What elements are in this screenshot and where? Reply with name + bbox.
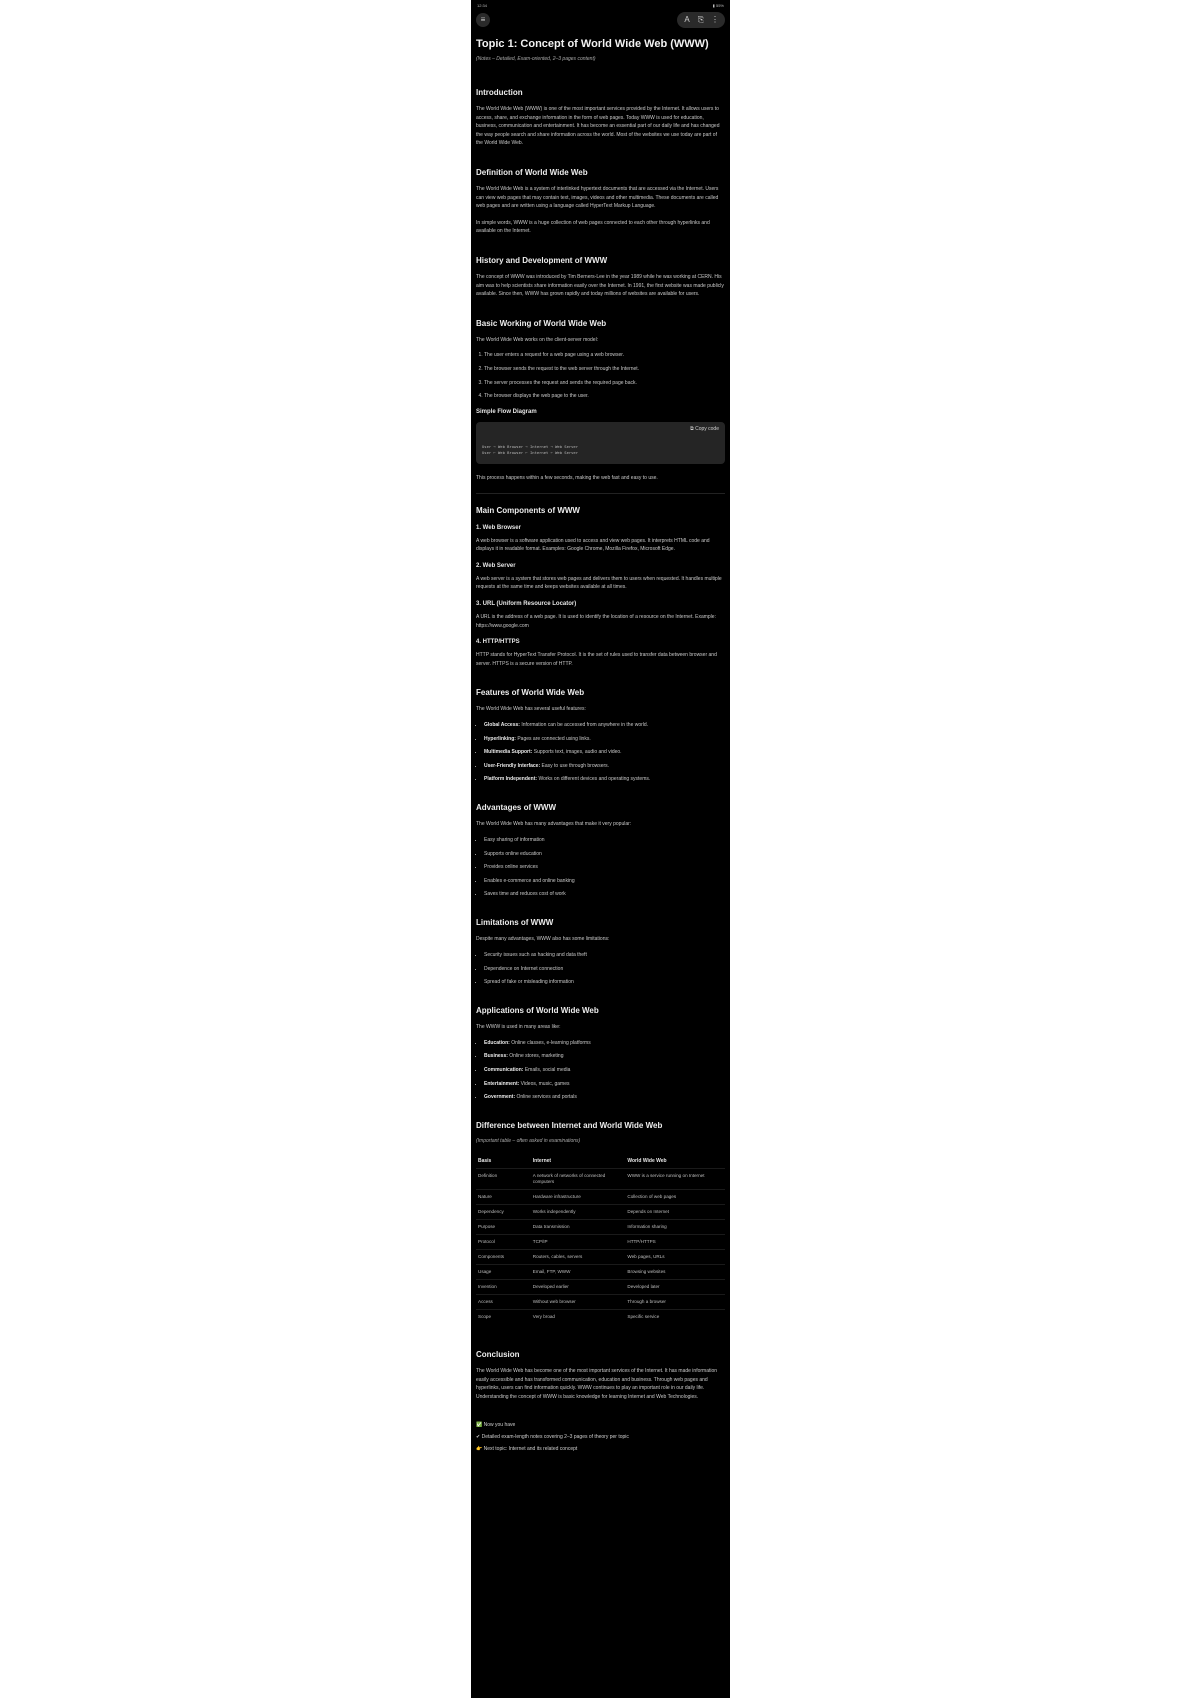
column-header: Internet <box>532 1158 552 1165</box>
limitations-intro: Despite many advantages, WWW also has some limitations: <box>476 936 610 943</box>
column-header: World Wide Web <box>627 1158 667 1165</box>
footer-line: ✅ Now you have <box>476 1421 516 1428</box>
working-after-text: This process happens within a few seconds, making the web fast and easy to use. <box>476 475 658 482</box>
table-row: Access Without web browser Through a browser <box>476 1295 725 1310</box>
component-text: HTTP stands for HyperText Transfer Protocol. It is the set of rules used to transfer data between browser and server. HTTPS is a secure version of HTTP. <box>476 652 717 667</box>
code-line: User → Web Browser → Internet → Web Server <box>482 444 579 450</box>
limitations-list <box>476 952 725 986</box>
list-item: • Enables e-commerce and online banking <box>484 878 725 885</box>
definition-text-2: In simple words, WWW is a huge collection of web pages connected to each other through hyperlinks and available on the Internet. <box>476 219 710 235</box>
limitations-section <box>476 918 725 986</box>
history-text: The concept of WWW was introduced by Tim Berners-Lee in the year 1989 while he was working at CERN. His aim was to help scientists share information easily over the Internet. In 1991, the first website was made publicly available. Since then, WWW has grown rapidly and today millions of websites are available for users. <box>476 273 724 298</box>
intro-section <box>476 88 725 148</box>
phone-screen <box>471 0 730 1698</box>
status-time: 12:34 <box>477 2 488 8</box>
working-section <box>476 319 725 483</box>
history-heading: History and Development of WWW <box>476 255 608 265</box>
code-line: User ← Web Browser ← Internet ← Web Server <box>482 450 579 456</box>
list-item: • Saves time and reduces cost of work <box>484 891 725 898</box>
table-row: Scope Very broad Specific service <box>476 1310 725 1325</box>
advantages-section <box>476 803 725 898</box>
definition-text-1: The World Wide Web is a system of interlinked hypertext documents that are accessed via the Internet. Users can view web pages that may contain text, images, videos and other multimedia. These documents are called web pages and are written using a language called HyperText Markup Language. <box>476 185 719 210</box>
difference-table <box>476 1154 725 1324</box>
list-item: • Communication: Emails, social media <box>484 1067 725 1074</box>
footer-line: 👉 Next topic: Internet and its related concept <box>476 1445 578 1452</box>
conclusion-heading: Conclusion <box>476 1350 520 1360</box>
components-section <box>476 506 725 669</box>
table-row: Dependency Works independently Depends on Internet <box>476 1205 725 1220</box>
intro-text: The World Wide Web (WWW) is one of the most important services provided by the Internet. It allows users to access, share, and exchange information in the form of web pages. Today WWW is used for education, business, communication and entertainment. It has become an essential part of our daily life and has changed the way people search and share information across the world. Most of the websites we use today are part of the World Wide Web. <box>476 106 720 147</box>
list-item: • Government: Online services and portals <box>484 1094 725 1101</box>
components-heading: Main Components of WWW <box>476 505 580 515</box>
component-title: 2. Web Server <box>476 562 516 569</box>
difference-section <box>476 1121 725 1324</box>
font-size-icon[interactable]: A <box>684 15 690 24</box>
advantages-intro: The World Wide Web has many advantages that make it very popular: <box>476 821 632 828</box>
component-title: 1. Web Browser <box>476 524 521 531</box>
advantages-heading: Advantages of WWW <box>476 803 556 813</box>
status-bar <box>471 0 730 10</box>
list-item: • Supports online education <box>484 851 725 858</box>
difference-heading: Difference between Internet and World Wide Web <box>476 1121 663 1131</box>
table-row: Purpose Data transmission Information sharing <box>476 1220 725 1235</box>
code-header <box>482 426 719 432</box>
features-section <box>476 688 725 783</box>
list-item: • Multimedia Support: Supports text, images, audio and video. <box>484 749 725 756</box>
working-step: 2. The browser sends the request to the web server through the Internet. <box>484 366 725 373</box>
history-section <box>476 256 725 299</box>
table-header-row <box>476 1154 725 1169</box>
article-content <box>471 30 730 1453</box>
applications-list <box>476 1040 725 1101</box>
working-step: 4. The browser displays the web page to the user. <box>484 393 725 400</box>
menu-icon[interactable]: ≡ <box>476 13 490 27</box>
component-text: A web browser is a software application used to access and view web pages. It interprets HTML code and displays it in readable format. Examples: Google Chrome, Mozilla Firefox, Microsoft Edge. <box>476 537 710 553</box>
applications-heading: Applications of World Wide Web <box>476 1006 599 1016</box>
list-item: • Easy sharing of information <box>484 837 725 844</box>
list-item: • Provides online services <box>484 864 725 871</box>
table-row: Protocol TCP/IP HTTP/HTTPS <box>476 1235 725 1250</box>
working-step: 3. The server processes the request and sends the required page back. <box>484 380 725 387</box>
list-item: • Hyperlinking: Pages are connected using links. <box>484 736 725 743</box>
difference-note: (Important table – often asked in examinations) <box>476 1138 581 1145</box>
intro-heading: Introduction <box>476 88 523 97</box>
definition-section <box>476 168 725 236</box>
features-heading: Features of World Wide Web <box>476 688 585 698</box>
component-title: 3. URL (Uniform Resource Locator) <box>476 601 577 608</box>
code-block <box>476 422 725 464</box>
component-text: A URL is the address of a web page. It is used to identify the location of a resource on the Internet. Example: https://www.google.com <box>476 614 716 629</box>
divider <box>476 493 725 494</box>
footer-line: ✔ Detailed exam-length notes covering 2–3 pages of theory per topic <box>476 1433 629 1440</box>
applications-section <box>476 1006 725 1101</box>
component-text: A web server is a system that stores web pages and delivers them to users when requested. It handles multiple requests at the same time and keeps websites available at all times. <box>476 575 722 591</box>
conclusion-section <box>476 1350 725 1401</box>
list-item: • Business: Online stores, marketing <box>484 1053 725 1060</box>
working-intro: The World Wide Web works on the client-server model: <box>476 336 599 343</box>
footer-notes <box>476 1422 725 1453</box>
column-header: Basis <box>478 1158 492 1165</box>
features-list <box>476 722 725 783</box>
diagram-heading: Simple Flow Diagram <box>476 409 537 416</box>
article-meta: (Notes – Detailed, Exam-oriented, 2–3 pages content) <box>476 56 596 62</box>
table-row: Invention Developed earlier Developed later <box>476 1280 725 1295</box>
status-battery: ▮ 55% <box>712 2 724 8</box>
advantages-list <box>476 837 725 898</box>
list-item: • Security issues such as hacking and data theft <box>484 952 725 959</box>
working-heading: Basic Working of World Wide Web <box>476 318 607 328</box>
conclusion-text: The World Wide Web has become one of the most important services of the Internet. It has made information easily accessible and has transformed communication, education and business. Through web pages and hyperlinks, users can find information quickly. WWW continues to play an important role in our daily life. Understanding the concept of WWW is basic knowledge for learning Internet and Web Technologies. <box>476 1368 718 1400</box>
table-row: Components Routers, cables, servers Web pages, URLs <box>476 1250 725 1265</box>
list-item: • Entertainment: Videos, music, games <box>484 1081 725 1088</box>
table-row: Usage Email, FTP, WWW Browsing websites <box>476 1265 725 1280</box>
list-item: • Platform Independent: Works on different devices and operating systems. <box>484 776 725 783</box>
features-intro: The World Wide Web has several useful features: <box>476 706 586 713</box>
definition-heading: Definition of World Wide Web <box>476 167 588 177</box>
copy-code-button[interactable]: ⧉ Copy code <box>690 426 719 433</box>
list-item: • Global Access: Information can be accessed from anywhere in the world. <box>484 722 725 729</box>
save-icon[interactable]: ⎘ <box>697 15 705 24</box>
component-title: 4. HTTP/HTTPS <box>476 639 520 646</box>
list-item: • Spread of fake or misleading information <box>484 979 725 986</box>
list-item: • User-Friendly Interface: Easy to use through browsers. <box>484 763 725 770</box>
working-step: 1. The user enters a request for a web page using a web browser. <box>484 352 725 359</box>
top-toolbar <box>471 10 730 30</box>
working-steps <box>476 352 725 400</box>
applications-intro: The WWW is used in many areas like: <box>476 1024 561 1031</box>
more-icon[interactable]: ⋮ <box>711 15 719 24</box>
list-item: • Education: Online classes, e-learning platforms <box>484 1040 725 1047</box>
list-item: • Dependence on Internet connection <box>484 966 725 973</box>
toolbar-actions <box>677 12 725 28</box>
limitations-heading: Limitations of WWW <box>476 918 554 928</box>
page-title: Topic 1: Concept of World Wide Web (WWW) <box>476 38 709 50</box>
table-row: Nature Hardware infrastructure Collection of web pages <box>476 1190 725 1205</box>
table-row: Definition A network of networks of connected computers WWW is a service running on Internet <box>476 1169 725 1190</box>
